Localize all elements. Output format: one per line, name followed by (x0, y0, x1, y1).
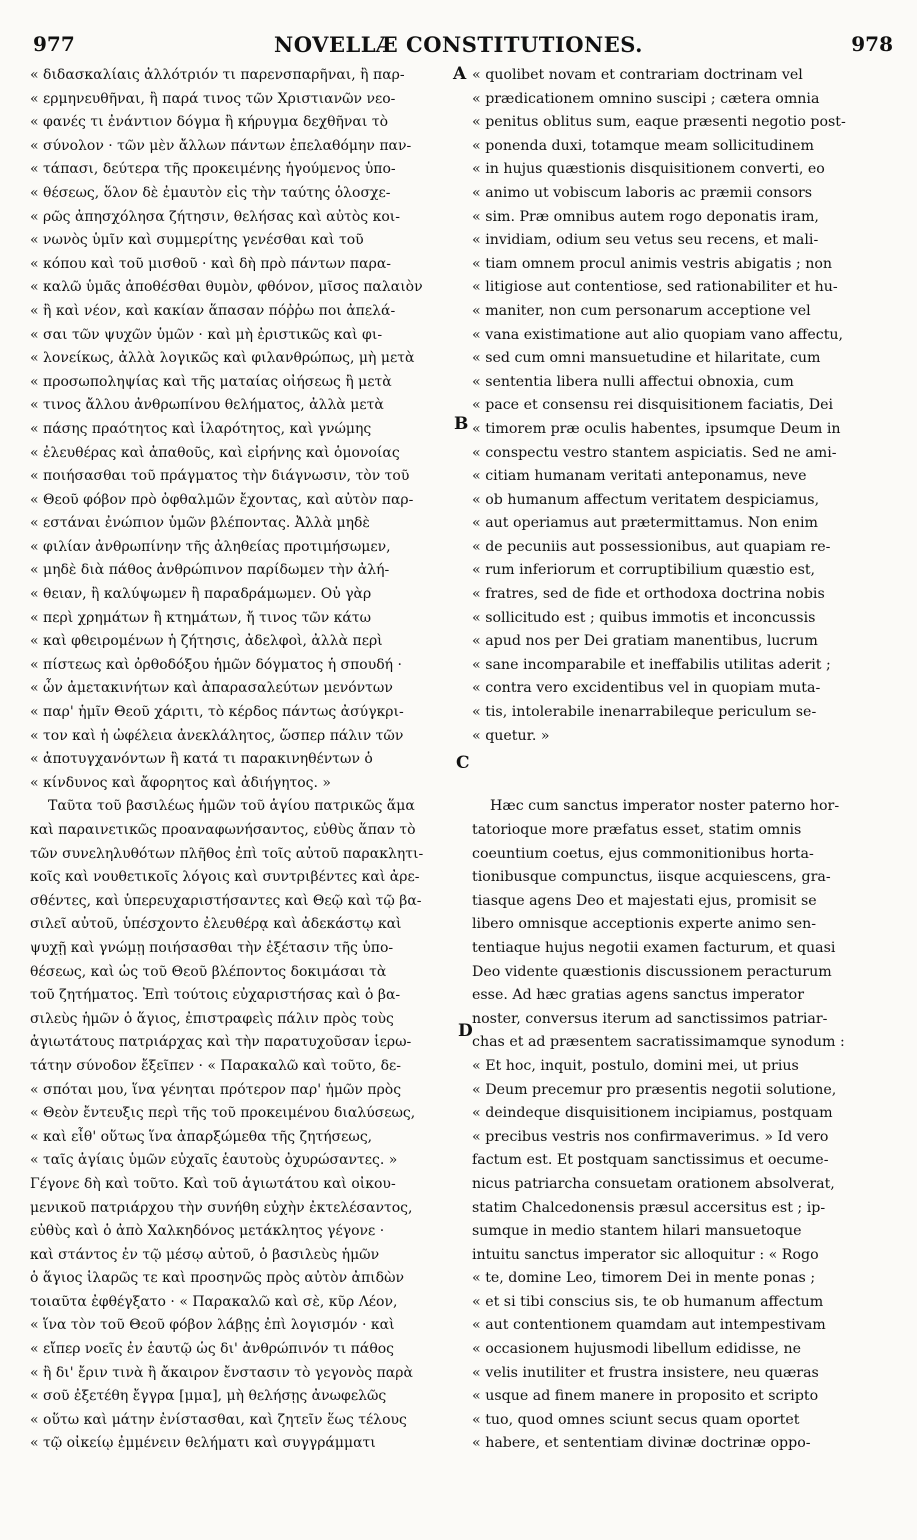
text-line: τῶν συνεληλυθότων πλῆθος ἐπὶ τοῖς αὐτοῦ παρακλητι- (30, 845, 424, 862)
text-line: « citiam humanam veritati anteponamus, neve (472, 468, 807, 485)
running-title: NOVELLÆ CONSTITUTIONES. (274, 32, 643, 57)
page-number-right: 978 (851, 32, 893, 56)
text-line: « aut operiamus aut prætermittamus. Non enim (472, 515, 818, 532)
text-line: « τῷ οἰκείῳ ἐμμένειν θελήματι καὶ συγγράμματι (30, 1435, 376, 1452)
latin-column (472, 64, 882, 1456)
text-line: μενικοῦ πατριάρχου τὴν συνήθη εὐχὴν ἐκτελέσαντος, (30, 1199, 413, 1216)
text-line: « καὶ εἶθ' οὕτως ἵνα ἀπαρξώμεθα τῆς ζητήσεως, (30, 1128, 373, 1145)
text-line: statim Chalcedonensis præsul accersitus est ; ip- (472, 1199, 826, 1216)
text-line: « πίστεως καὶ ὀρθοδόξου ἡμῶν δόγματος ἡ σπουδή · (30, 656, 402, 673)
text-line: « πάσης πραότητος καὶ ἱλαρότητος, καὶ γνώμης (30, 420, 372, 437)
text-line: intuitu sanctus imperator sic alloquitur : « Rogo (472, 1246, 819, 1263)
text-line: « φανές τι ἐνάντιον δόγμα ἢ κήρυγμα δεχθῆναι τὸ (30, 114, 388, 131)
text-line: factum est. Et postquam sanctissimus et oecume- (472, 1152, 829, 1169)
text-line: « Et hoc, inquit, postulo, domini mei, ut prius (472, 1057, 799, 1074)
text-line: « περὶ χρημάτων ἢ κτημάτων, ἤ τινος τῶν κάτω (30, 609, 372, 626)
text-line: « ἵνα τὸν τοῦ Θεοῦ φόβον λάβῃς ἐπὶ λογισμόν · καὶ (30, 1317, 395, 1334)
text-line: « tiam omnem procul animis vestris abigatis ; non (472, 255, 833, 272)
text-line: « ob humanum affectum veritatem despiciamus, (472, 491, 820, 508)
text-line: chas et ad præsentem sacratissimamque synodum : (472, 1034, 845, 1051)
text-line: « in hujus quæstionis disquisitionem converti, eo (472, 161, 825, 178)
text-line: « θειαν, ἢ καλύψωμεν ἢ παραδράμωμεν. Οὐ γὰρ (30, 586, 372, 603)
text-line: Deo vidente quæstionis discussionem peracturum (472, 963, 832, 980)
text-line: « pace et consensu rei disquisitionem faciatis, Dei (472, 397, 834, 414)
text-line: « apud nos per Dei gratiam manentibus, lucrum (472, 633, 818, 650)
text-line: σθέντες, καὶ ὑπερευχαριστήσαντες καὶ Θεῷ καὶ τῷ βα- (30, 892, 422, 909)
text-line: « καλῶ ὑμᾶς ἀποθέσθαι θυμὸν, φθόνον, μῖσος παλαιὸν (30, 279, 423, 296)
text-line: coeuntium coetus, ejus commonitionibus horta- (472, 845, 814, 862)
greek-column (30, 64, 454, 1456)
text-line: « ὧν ἀμετακινήτων καὶ ἀπαρασαλεύτων μενόντων (30, 680, 393, 697)
text-line: « timorem præ oculis habentes, ipsumque Deum in (472, 420, 841, 437)
text-line: « fratres, sed de fide et orthodoxa doctrina nobis (472, 586, 825, 603)
text-line: « Θεοῦ φόβον πρὸ ὀφθαλμῶν ἔχοντας, καὶ αὐτὸν παρ- (30, 491, 414, 508)
text-line: Γέγονε δὴ καὶ τοῦτο. Καὶ τοῦ ἁγιωτάτου καὶ οἰκου- (30, 1175, 396, 1192)
text-line: « ταῖς ἁγίαις ὑμῶν εὐχαῖς ἑαυτοὺς ὀχυρώσαντες. » (30, 1152, 398, 1169)
text-line: « νωνὸς ὑμῖν καὶ συμμερίτης γενέσθαι καὶ τοῦ (30, 232, 364, 249)
text-line: « θέσεως, ὅλον δὲ ἐμαυτὸν εἰς τὴν ταύτης ὁλοσχε- (30, 184, 391, 201)
text-line: « penitus oblitus sum, eaque præsenti negotio post- (472, 114, 846, 131)
text-line: « deindeque disquisitionem incipiamus, postquam (472, 1105, 833, 1122)
text-line: τοιαῦτα ἐφθέγξατο · « Παρακαλῶ καὶ σὲ, κῦρ Λέον, (30, 1293, 398, 1310)
text-line: « de pecuniis aut possessionibus, aut quapiam re- (472, 538, 831, 555)
section-marker-b: B (454, 414, 469, 434)
text-line: « quetur. » (472, 727, 550, 744)
text-line: « ρῶς ἀπησχόλησα ζήτησιν, θελήσας καὶ αὐτὸς κοι- (30, 208, 400, 225)
text-line: « precibus vestris nos confirmaverimus. » Id vero (472, 1128, 829, 1145)
text-line: « invidiam, odium seu vetus seu recens, et mali- (472, 232, 819, 249)
text-line: κοῖς καὶ νουθετικοῖς λόγοις καὶ συντριβέντες καὶ ἀρε- (30, 869, 420, 886)
text-line: « παρ' ἡμῖν Θεοῦ χάριτι, τὸ κέρδος πάντως ἀσύγκρι- (30, 704, 404, 721)
text-line: « ἢ καὶ νέον, καὶ κακίαν ἅπασαν πόῤῥω ποι ἀπελά- (30, 302, 396, 319)
text-line: « λονείκως, ἀλλὰ λογικῶς καὶ φιλανθρώπως, μὴ μετὰ (30, 350, 415, 367)
text-line: « κόπου καὶ τοῦ μισθοῦ · καὶ δὴ πρὸ πάντων παρα- (30, 255, 392, 272)
text-line: tentiaque hujus negotii examen facturum, et quasi (472, 939, 836, 956)
text-line: « occasionem hujusmodi libellum edidisse, ne (472, 1341, 802, 1358)
text-line: « τον καὶ ἡ ὠφέλεια ἀνεκλάλητος, ὥσπερ πάλιν τῶν (30, 727, 404, 744)
text-line: « conspectu vestro stantem aspiciatis. Sed ne ami- (472, 444, 837, 461)
text-line: « τάπασι, δεύτερα τῆς προκειμένης ἡγούμενος ὑπο- (30, 161, 396, 178)
text-line: « Θεὸν ἔντευξις περὶ τῆς τοῦ προκειμένου διαλύσεως, (30, 1105, 416, 1122)
text-line: « sane incomparabile et ineffabilis utilitas aderit ; (472, 656, 831, 673)
text-line: « οὕτω καὶ μάτην ἐνίστασθαι, καὶ ζητεῖν ἕως τέλους (30, 1411, 407, 1428)
text-line: « σαι τῶν ψυχῶν ὑμῶν · καὶ μὴ ἐριστικῶς καὶ φι- (30, 326, 383, 343)
text-line: « διδασκαλίαις ἀλλότριόν τι παρενσπαρῆναι, ἢ παρ- (30, 67, 405, 83)
text-line: « ἐλευθέρας καὶ ἀπαθοῦς, καὶ εἰρήνης καὶ ὁμονοίας (30, 444, 400, 461)
text-line: « Deum precemur pro præsentis negotii solutione, (472, 1081, 837, 1098)
text-line: θέσεως, καὶ ὡς τοῦ Θεοῦ βλέποντος δοκιμάσαι τὰ (30, 963, 387, 980)
text-line: « quolibet novam et contrariam doctrinam vel (472, 67, 803, 83)
text-line: sumque in medio stantem hilari mansuetoque (472, 1223, 802, 1240)
text-line: esse. Ad hæc gratias agens sanctus imperator (472, 987, 804, 1004)
text-line: « ποιήσασθαι τοῦ πράγματος τὴν διάγνωσιν, τὸν τοῦ (30, 468, 410, 485)
text-line: « sollicitudo est ; quibus immotis et inconcussis (472, 609, 816, 626)
text-line: noster, conversus iterum ad sanctissimos patriar- (472, 1010, 828, 1027)
text-line: « sententia libera nulli affectui obnoxia, cum (472, 373, 794, 390)
text-line: « σύνολον · τῶν μὲν ἄλλων πάντων ἐπελαθόμην παν- (30, 137, 412, 154)
text-line: « tuo, quod omnes sciunt secus quam oportet (472, 1411, 800, 1428)
text-line: « litigiose aut contentiose, sed rationabiliter et hu- (472, 279, 838, 296)
text-line: tiasque agens Deo et majestati ejus, promisit se (472, 892, 817, 909)
text-line (472, 748, 882, 772)
text-line: « προσωποληψίας καὶ τῆς ματαίας οἰήσεως ἢ μετὰ (30, 373, 392, 390)
text-line (472, 772, 882, 796)
text-line: « εστάναι ἐνώπιον ὑμῶν βλέποντας. Ἀλλὰ μηδὲ (30, 515, 370, 532)
text-line: « prædicationem omnino suscipi ; cætera omnia (472, 90, 820, 107)
text-line: τάτην σύνοδον ἔξεῖπεν · « Παρακαλῶ καὶ τοῦτο, δε- (30, 1057, 402, 1074)
text-line: τοῦ ζητήματος. Ἐπὶ τούτοις εὐχαριστήσας καὶ ὁ βα- (30, 987, 401, 1004)
text-line: καὶ στάντος ἐν τῷ μέσῳ αὐτοῦ, ὁ βασιλεὺς ἡμῶν (30, 1246, 380, 1263)
text-line: « ponenda duxi, totamque meam sollicitudinem (472, 137, 814, 154)
text-line: « aut contentionem quamdam aut intempestivam (472, 1317, 826, 1334)
text-line: σιλεὺς ἡμῶν ὁ ἅγιος, ἐπιστραφεὶς πάλιν πρὸς τοὺς (30, 1010, 394, 1027)
text-line: ψυχῇ καὶ γνώμῃ ποιήσασθαι τὴν ἐξέτασιν τῆς ὑπο- (30, 939, 394, 956)
text-line: « te, domine Leo, timorem Dei in mente ponas ; (472, 1270, 816, 1287)
text-line: ὁ ἅγιος ἱλαρῶς τε καὶ προσηνῶς πρὸς αὐτὸν ἀπιδὼν (30, 1270, 405, 1287)
section-marker-d: D (458, 1021, 473, 1041)
section-marker-a: A (453, 64, 467, 84)
text-line: « et si tibi conscius sis, te ob humanum affectum (472, 1293, 824, 1310)
text-line: « animo ut vobiscum laboris ac præmii consors (472, 184, 813, 201)
text-line: « μηδὲ διὰ πάθος ἀνθρώπινον παρίδωμεν τὴν ἀλή- (30, 562, 390, 579)
text-line: « rum inferiorum et corruptibilium quæstio est, (472, 562, 816, 579)
text-line: « τινος ἄλλου ἀνθρωπίνου θελήματος, ἀλλὰ μετὰ (30, 397, 384, 414)
text-line: « κίνδυνος καὶ ἄφορητος καὶ ἀδιήγητος. » (30, 774, 331, 791)
text-line: ἁγιωτάτους πατριάρχας καὶ τὴν παρατυχοῦσαν ἱερω- (30, 1034, 412, 1051)
text-line: tionibusque compunctus, iisque acquiescens, gra- (472, 869, 831, 886)
section-marker-c: C (456, 753, 470, 773)
text-line: tatorioque more præfatus esset, statim omnis (472, 822, 802, 838)
text-line: « habere, et sententiam divinæ doctrinæ oppo- (472, 1435, 811, 1452)
text-line: « ἢ δι' ἔριν τινὰ ἢ ἄκαιρον ἔνστασιν τὸ γεγονὸς παρὰ (30, 1364, 413, 1381)
text-line: σιλεῖ αὐτοῦ, ὑπέσχοντο ἐλευθέρᾳ καὶ ἀδεκάστῳ καὶ (30, 916, 402, 933)
text-line: « εἴπερ νοεῖς ἐν ἑαυτῷ ὡς δι' ἀνθρώπινόν τι πάθος (30, 1341, 395, 1358)
text-line: « contra vero excidentibus vel in quopiam muta- (472, 680, 821, 697)
text-line: εὐθὺς καὶ ὁ ἀπὸ Χαλκηδόνος μετάκλητος γέγονε · (30, 1223, 385, 1240)
text-line: « sim. Præ omnibus autem rogo deponatis iram, (472, 208, 819, 225)
text-line: « usque ad finem manere in proposito et scripto (472, 1388, 819, 1405)
text-line: « sed cum omni mansuetudine et hilaritate, cum (472, 350, 821, 367)
text-line: « σπόται μου, ἵνα γένηται πρότερον παρ' ἡμῶν πρὸς (30, 1081, 402, 1098)
text-line: « tis, intolerabile inenarrabileque periculum se- (472, 704, 817, 721)
text-line: libero omnisque acceptionis experte animo sen- (472, 916, 817, 933)
text-line: Ταῦτα τοῦ βασιλέως ἡμῶν τοῦ ἁγίου πατρικῶς ἅμα (48, 798, 415, 815)
text-line: « ἀποτυγχανόντων ἢ κατά τι παρακινηθέντων ὁ (30, 751, 373, 768)
text-line: « velis inutiliter et frustra insistere, neu quæras (472, 1364, 819, 1381)
text-line: « σοῦ ἐξετέθη ἔγγρα [μμα], μὴ θελήσῃς ἀνωφελῶς (30, 1388, 387, 1405)
text-line: « φιλίαν ἀνθρωπίνην τῆς ἀληθείας προτιμήσωμεν, (30, 538, 391, 555)
text-line: nicus patriarcha consuetam orationem absolverat, (472, 1175, 835, 1192)
text-line: « vana existimatione aut alio quopiam vano affectu, (472, 326, 844, 343)
text-line: Hæc cum sanctus imperator noster paterno hor- (490, 798, 840, 815)
page-number-left: 977 (33, 32, 75, 56)
text-line: « maniter, non cum personarum acceptione vel (472, 302, 811, 319)
text-line: « ερμηνευθῆναι, ἢ παρά τινος τῶν Χριστιανῶν νεο- (30, 90, 396, 107)
text-line: « καὶ φθειρομένων ἡ ζήτησις, ἀδελφοὶ, ἀλλὰ περὶ (30, 633, 383, 650)
text-line: καὶ παραινετικῶς προαναφωνήσαντος, εὐθὺς ἅπαν τὸ (30, 822, 416, 838)
page-header (0, 32, 917, 58)
